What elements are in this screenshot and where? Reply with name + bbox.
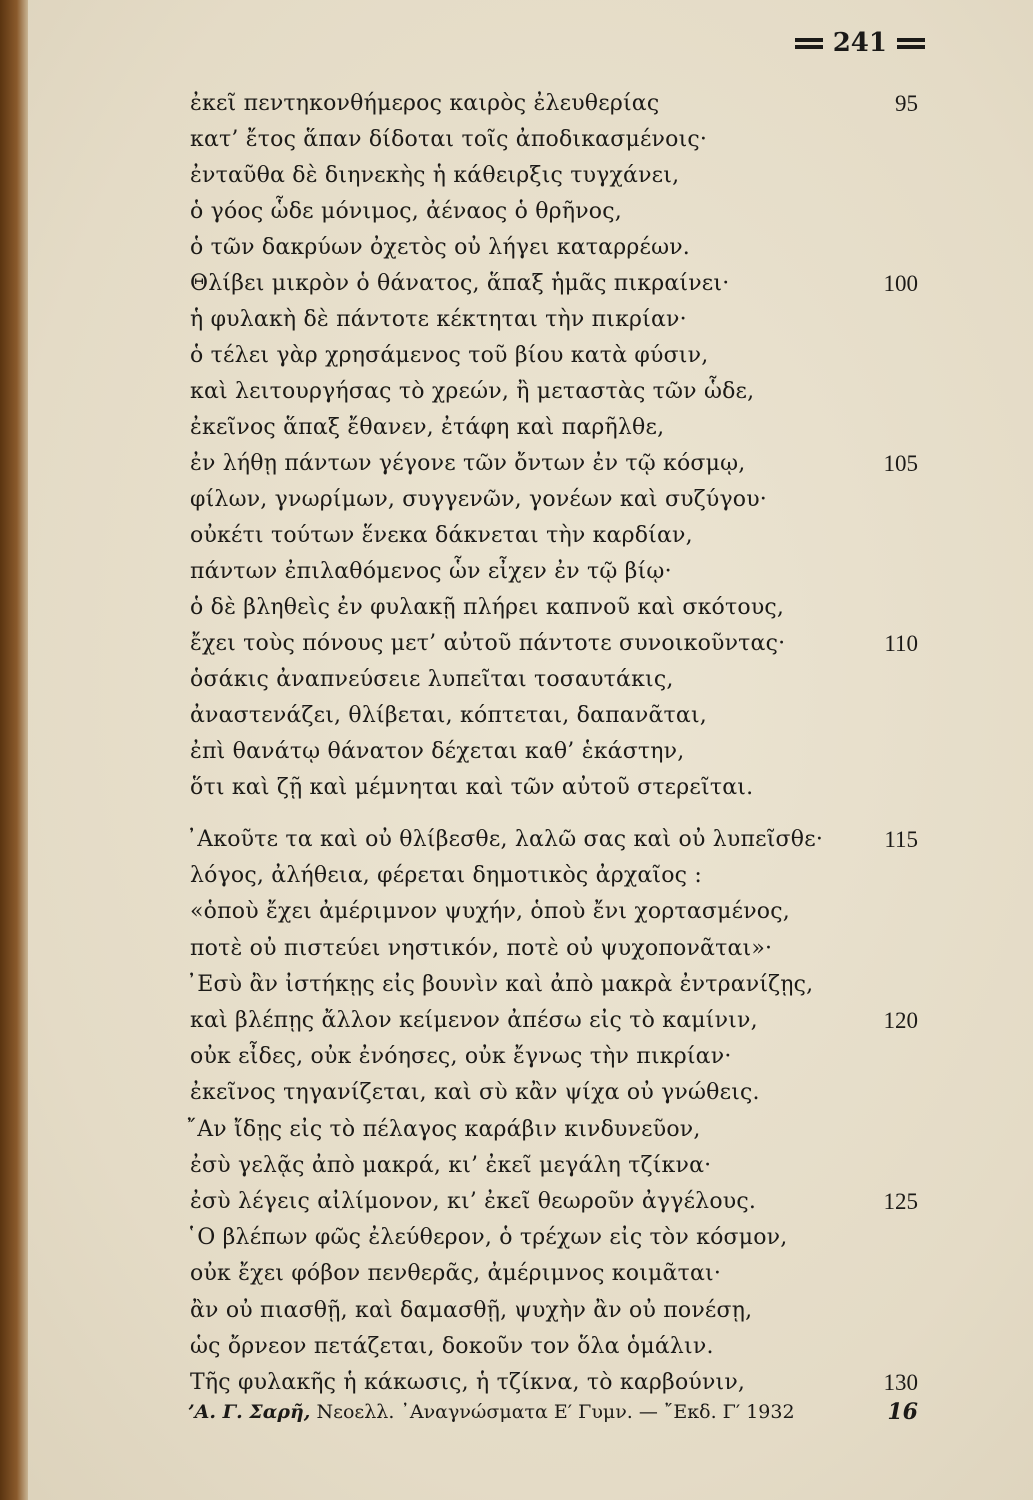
verse-text: «ὁποὺ ἔχει ἀμέριμνον ψυχήν, ὁποὺ ἔνι χορτασμένος, [190, 899, 790, 925]
verse-line [0, 228, 1033, 268]
verse-line [0, 84, 1033, 124]
verse-text: πάντων ἐπιλαθόμενος ὧν εἶχεν ἐν τῷ βίῳ· [190, 559, 672, 584]
verse-text: ἂν οὐ πιασθῇ, καὶ δαμασθῇ, ψυχὴν ἂν οὐ πονέσῃ, [190, 1297, 753, 1323]
verse-text: ἐκεῖνος ἅπαξ ἔθανεν, ἐτάφη καὶ παρῆλθε, [190, 415, 665, 440]
footer-text: Νεοελλ. ᾿Αναγνώσματα Ε′ Γυμν. — ῎Εκδ. Γ′ 1932 [316, 1401, 795, 1423]
verse-line [0, 965, 1033, 1005]
signature-number: 16 [887, 1399, 918, 1425]
verse-text: ἔχει τοὺς πόνους μετ’ αὐτοῦ πάντοτε συνοικοῦντας· [190, 631, 786, 656]
verse-text: ῾Ο βλέπων φῶς ἐλεύθερον, ὁ τρέχων εἰς τὸν κόσμον, [186, 1225, 788, 1251]
verse-text: φίλων, γνωρίμων, συγγενῶν, γονέων καὶ συζύγου· [190, 487, 767, 512]
verse-text: ῎Αν ἴδῃς εἰς τὸ πέλαγος καράβιν κινδυνεῦον, [186, 1116, 701, 1142]
verse-line [0, 1254, 1033, 1294]
line-number: 95 [895, 91, 918, 116]
verse-line [0, 1182, 1033, 1222]
verse-text: ᾿Εσὺ ἂν ἰστήκῃς εἰς βουνὶν καὶ ἀπὸ μακρὰ ἐντρανίζῃς, [186, 971, 814, 997]
verse-text: ἐκεῖνος τηγανίζεται, καὶ σὺ κἂν ψίχα οὐ γνώθεις. [190, 1080, 760, 1106]
verse-line [0, 372, 1033, 412]
verse-text: Θλίβει μικρὸν ὁ θάνατος, ἅπαξ ἡμᾶς πικραίνει· [190, 271, 730, 296]
verse-line [0, 552, 1033, 592]
verse-text: ἐν λήθῃ πάντων γέγονε τῶν ὄντων ἐν τῷ κόσμῳ, [190, 451, 746, 476]
verse-text: ἀναστενάζει, θλίβεται, κόπτεται, δαπανᾶται, [190, 703, 707, 728]
verse-line [0, 336, 1033, 376]
verse-text: ποτὲ οὐ πιστεύει νηστικόν, ποτὲ οὐ ψυχοπονᾶται»· [190, 935, 773, 961]
page-footer [188, 1392, 918, 1432]
line-number: 100 [883, 271, 918, 296]
line-number: 105 [883, 451, 918, 476]
verse-line [0, 929, 1033, 969]
verse-text: Τῆς φυλακῆς ἡ κάκωσις, ἡ τζίκνα, τὸ καρβούνιν, [190, 1370, 746, 1395]
verse-line [0, 696, 1033, 736]
line-number: 120 [883, 1008, 918, 1033]
verse-text: ὁ δὲ βληθεὶς ἐν φυλακῇ πλήρει καπνοῦ καὶ σκότους, [190, 595, 785, 620]
line-number: 130 [883, 1370, 918, 1395]
verse-text: ὅτι καὶ ζῇ καὶ μέμνηται καὶ τῶν αὐτοῦ στερεῖται. [190, 775, 754, 800]
verse-text: ἐνταῦθα δὲ διηνεκὴς ἡ κάθειρξις τυγχάνει, [190, 163, 680, 188]
header-rule-right [897, 38, 925, 42]
page-header [795, 28, 925, 58]
verse-line [0, 480, 1033, 520]
verse-line [0, 1001, 1033, 1041]
verse-line [0, 856, 1033, 896]
verse-line [0, 192, 1033, 232]
verse-line [0, 1037, 1033, 1077]
line-number: 110 [884, 631, 918, 656]
verse-line [0, 732, 1033, 772]
verse-text: κατ’ ἔτος ἅπαν δίδοται τοῖς ἀποδικασμένοις· [190, 127, 708, 152]
verse-line [0, 892, 1033, 932]
verse-line [0, 624, 1033, 664]
line-number: 115 [884, 827, 918, 852]
footer-citation: ’Α. Γ. Σαρῆ, [188, 1401, 311, 1423]
verse-line [0, 156, 1033, 196]
verse-line [0, 820, 1033, 860]
verse-text: οὐκέτι τούτων ἕνεκα δάκνεται τὴν καρδίαν, [190, 523, 693, 548]
verse-line [0, 300, 1033, 340]
verse-text: ἡ φυλακὴ δὲ πάντοτε κέκτηται τὴν πικρίαν· [190, 307, 687, 332]
verse-line [0, 1110, 1033, 1150]
verse-text: ἐπὶ θανάτῳ θάνατον δέχεται καθ’ ἑκάστην, [190, 739, 685, 764]
verse-line [0, 120, 1033, 160]
verse-text: λόγος, ἀλήθεια, φέρεται δημοτικὸς ἀρχαῖος : [190, 863, 703, 889]
verse-text: καὶ λειτουργήσας τὸ χρεών, ἢ μεταστὰς τῶν ὧδε, [190, 379, 755, 404]
verse-line [0, 1327, 1033, 1367]
header-rule-left [795, 38, 823, 42]
verse-text: ὁ τῶν δακρύων ὀχετὸς οὐ λήγει καταρρέων. [190, 235, 690, 260]
verse-line [0, 1146, 1033, 1186]
verse-line [0, 660, 1033, 700]
verse-text: ὁσάκις ἀναπνεύσειε λυπεῖται τοσαυτάκις, [190, 667, 674, 692]
verse-line [0, 516, 1033, 556]
verse-line [0, 444, 1033, 484]
verse-text: ὁ γόος ὧδε μόνιμος, ἀέναος ὁ θρῆνος, [190, 199, 622, 224]
verse-line [0, 264, 1033, 304]
page-number: 241 [832, 28, 887, 58]
verse-line [0, 1291, 1033, 1331]
verse-line [0, 408, 1033, 448]
verse-line [0, 768, 1033, 808]
verse-text: οὐκ ἔχει φόβον πενθερᾶς, ἀμέριμνος κοιμᾶται· [190, 1261, 722, 1287]
verse-text: καὶ βλέπῃς ἄλλον κείμενον ἀπέσω εἰς τὸ καμίνιν, [190, 1008, 758, 1033]
line-number: 125 [883, 1189, 918, 1214]
verse-line [0, 588, 1033, 628]
verse-text: ὁ τέλει γὰρ χρησάμενος τοῦ βίου κατὰ φύσιν, [190, 343, 709, 368]
verse-text: ἐσὺ γελᾷς ἀπὸ μακρά, κι’ ἐκεῖ μεγάλη τζίκνα· [190, 1152, 712, 1178]
verse-text: ᾿Ακοῦτε τα καὶ οὐ θλίβεσθε, λαλῶ σας καὶ οὐ λυπεῖσθε· [186, 827, 824, 852]
verse-line [0, 1073, 1033, 1113]
verse-line [0, 1218, 1033, 1258]
verse-text: ἐσὺ λέγεις αἰλίμονον, κι’ ἐκεῖ θεωροῦν ἀγγέλους. [190, 1189, 757, 1214]
verse-text: ὡς ὄρνεον πετάζεται, δοκοῦν τον ὅλα ὁμάλιν. [190, 1333, 714, 1359]
verse-text: οὐκ εἶδες, οὐκ ἐνόησες, οὐκ ἔγνως τὴν πικρίαν· [190, 1044, 732, 1070]
verse-text: ἐκεῖ πεντηκονθήμερος καιρὸς ἐλευθερίας [190, 91, 660, 116]
